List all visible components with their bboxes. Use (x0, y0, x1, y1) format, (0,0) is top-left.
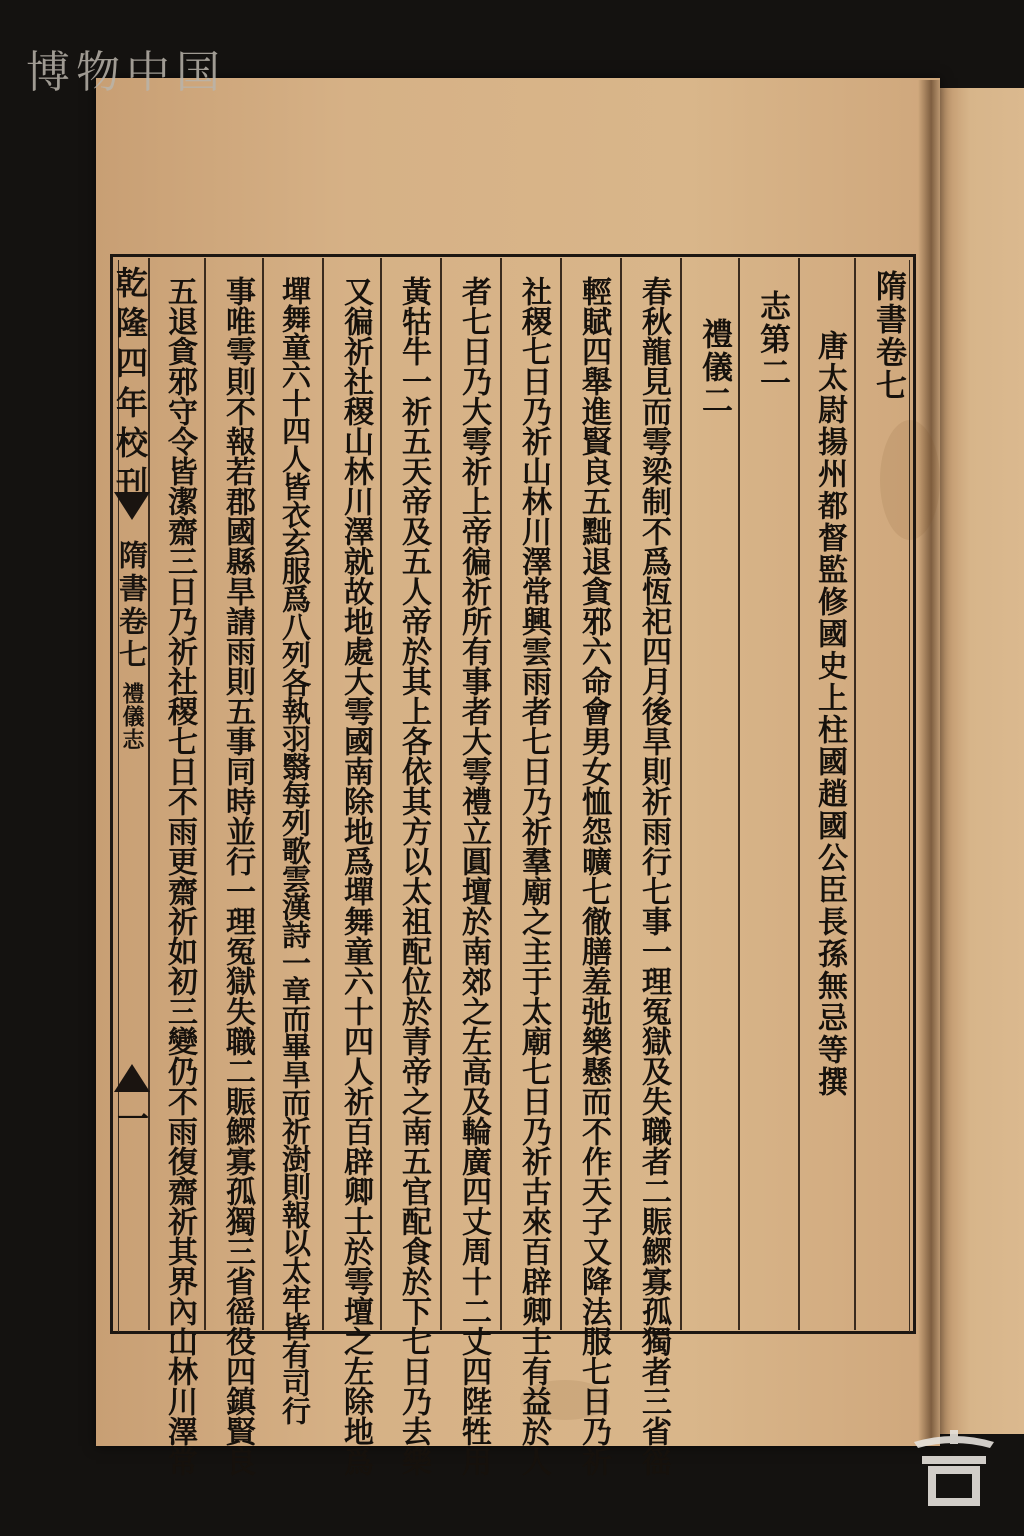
fish-tail-mark-top (114, 492, 150, 520)
section-title: 志第二 (754, 290, 790, 389)
body-column: 五退貪邪守令皆潔齋三日乃祈社稷七日不雨更齋祈如初三變仍不雨復齋祈其界內山林川澤常 (162, 276, 197, 1476)
body-column: 者七日乃大雩祈上帝徧祈所有事者大雩禮立圓壇於南郊之左高及輪廣四丈周十二丈四陛牲用 (456, 276, 491, 1476)
column-rule (798, 258, 800, 1330)
body-column: 墠舞童六十四人皆衣玄服爲八列各執羽翳每列歌雲漢詩一章而畢旱而祈澍則報以太牢皆有司行 (278, 276, 312, 1424)
leaf-number: 一 (112, 1102, 150, 1134)
margin-chapter: 禮儀志 (119, 682, 145, 751)
body-column: 社稷七日乃祈山林川澤常興雲雨者七日乃祈羣廟之主于太廟七日乃祈古來百辟卿士有益於人 (516, 276, 551, 1476)
edition-note: 乾隆四年校刊 (111, 266, 149, 506)
column-rule (854, 258, 856, 1330)
column-rule (380, 258, 382, 1330)
logo-icon (906, 1428, 1002, 1508)
subsection-title: 禮儀二 (696, 318, 732, 417)
column-rule (680, 258, 682, 1330)
author-line: 唐太尉揚州都督監修國史上柱國趙國公臣長孫無忌等撰 (812, 330, 847, 1098)
body-column: 又徧祈社稷山林川澤就故地處大雩國南除地爲墠舞童六十四人祈百辟卿士於雩壇之左除地爲 (338, 276, 373, 1476)
margin-title: 隋書卷七 (115, 540, 149, 672)
watermark-text: 博物中国 (26, 47, 226, 98)
fish-tail-mark-bottom (114, 1064, 150, 1092)
column-rule (322, 258, 324, 1330)
column-rule (440, 258, 442, 1330)
body-column: 黃牯牛一祈五天帝及五人帝於其上各依其方以太祖配位於青帝之南五官配食於下七日乃去樂 (396, 276, 431, 1476)
column-rule (738, 258, 740, 1330)
body-column: 春秋龍見而雩梁制不爲恆祀四月後旱則祈雨行七事一理冤獄及失職者二賑鰥寡孤獨者三省徭 (636, 276, 671, 1476)
column-rule (620, 258, 622, 1330)
column-rule (500, 258, 502, 1330)
column-rule (204, 258, 206, 1330)
volume-title: 隋書卷七 (870, 270, 906, 402)
body-column: 輕賦四舉進賢良五黜退貪邪六命會男女恤怨曠七徹膳羞弛樂懸而不作天子又降法服七日乃祈 (576, 276, 611, 1476)
facing-page (934, 88, 1024, 1434)
column-rule (560, 258, 562, 1330)
column-rule (262, 258, 264, 1330)
gutter-shadow (918, 80, 940, 1440)
body-column: 事唯雩則不報若郡國縣旱請雨則五事同時並行一理冤獄失職二賑鰥寡孤獨三省徭役四鎮賢良 (220, 276, 255, 1476)
